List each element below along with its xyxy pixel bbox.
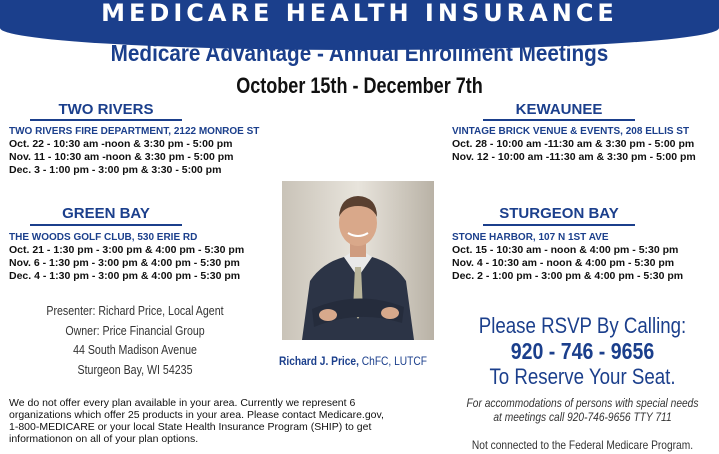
not-connected-note: Not connected to the Federal Medicare Program. (471, 438, 694, 452)
presenter-caption (279, 354, 427, 368)
rsvp-phone: 920 - 746 - 9656 (510, 338, 655, 364)
heading-underline (30, 224, 182, 226)
session-line: Dec. 2 - 1:00 pm - 3:00 pm & 4:00 pm - 5:30 pm (452, 270, 684, 282)
enrollment-dates: October 15th - December 7th (236, 73, 483, 98)
session-line: Dec. 4 - 1:30 pm - 3:00 pm & 4:00 pm - 5:30 pm (9, 270, 241, 282)
banner-title: MEDICARE HEALTH INSURANCE (101, 0, 618, 27)
presenter-line: Sturgeon Bay, WI 54235 (77, 362, 193, 377)
rsvp-heading: Please RSVP By Calling: (478, 313, 687, 338)
page-subtitle: Medicare Advantage - Annual Enrollment Meetings (110, 40, 609, 66)
presenter-line: Presenter: Richard Price, Local Agent (46, 304, 224, 318)
session-line: Nov. 4 - 10:30 am - noon & 4:00 pm - 5:30 pm (452, 257, 675, 269)
accommodations-line: For accommodations of persons with special needs (466, 396, 699, 410)
presenter-info (46, 302, 225, 380)
session-line: Nov. 11 - 10:30 am -noon & 3:30 pm - 5:00 pm (9, 151, 234, 163)
schedule-sturgeon-bay (452, 244, 683, 283)
plan-disclaimer: We do not offer every plan available in your area. Currently we represent 6 organizations which offer 25 products in your area. Please contact Medicare.gov, 1-800-MEDICARE or your local State Health Insurance Program (SHIP) to get informationon on all of your plan options. (9, 397, 384, 445)
location-heading-kewaunee: KEWAUNEE (515, 101, 603, 118)
session-line: Nov. 12 - 10:00 am -11:30 am & 3:30 pm - 5:00 pm (452, 151, 696, 163)
venue-two-rivers: TWO RIVERS FIRE DEPARTMENT, 2122 MONROE ST (9, 126, 260, 137)
presenter-line: Owner: Price Financial Group (65, 323, 205, 338)
session-line: Oct. 21 - 1:30 pm - 3:00 pm & 4:00 pm - 5:30 pm (9, 244, 245, 256)
venue-kewaunee: VINTAGE BRICK VENUE & EVENTS, 208 ELLIS ST (452, 126, 690, 137)
session-line: Nov. 6 - 1:30 pm - 3:00 pm & 4:00 pm - 5:30 pm (9, 257, 240, 269)
presenter-name: Richard J. Price, (279, 354, 359, 368)
location-heading-sturgeon-bay: STURGEON BAY (499, 205, 619, 222)
location-heading-two-rivers: TWO RIVERS (58, 101, 154, 118)
accommodations-note (461, 396, 703, 424)
schedule-kewaunee (452, 138, 696, 164)
session-line: Oct. 28 - 10:00 am -11:30 am & 3:30 pm - 5:00 pm (452, 138, 695, 150)
schedule-two-rivers (9, 138, 233, 177)
heading-underline (483, 224, 635, 226)
rsvp-reserve: To Reserve Your Seat. (489, 364, 676, 389)
heading-underline (483, 119, 635, 121)
heading-underline (30, 119, 182, 121)
session-line: Oct. 15 - 10:30 am - noon & 4:00 pm - 5:30 pm (452, 244, 679, 256)
presenter-line: 44 South Madison Avenue (73, 343, 197, 357)
schedule-green-bay (9, 244, 244, 283)
presenter-photo (282, 181, 434, 340)
location-heading-green-bay: GREEN BAY (62, 205, 150, 222)
presenter-credentials: ChFC, LUTCF (358, 354, 427, 368)
presenter-portrait-icon (282, 181, 434, 340)
venue-green-bay: THE WOODS GOLF CLUB, 530 ERIE RD (9, 232, 198, 243)
accommodations-line: at meetings call 920-746-9656 TTY 711 (493, 410, 672, 424)
session-line: Dec. 3 - 1:00 pm - 3:00 pm & 3:30 - 5:00 pm (9, 164, 222, 176)
venue-sturgeon-bay: STONE HARBOR, 107 N 1ST AVE (452, 232, 609, 243)
session-line: Oct. 22 - 10:30 am -noon & 3:30 pm - 5:00 pm (9, 138, 233, 150)
